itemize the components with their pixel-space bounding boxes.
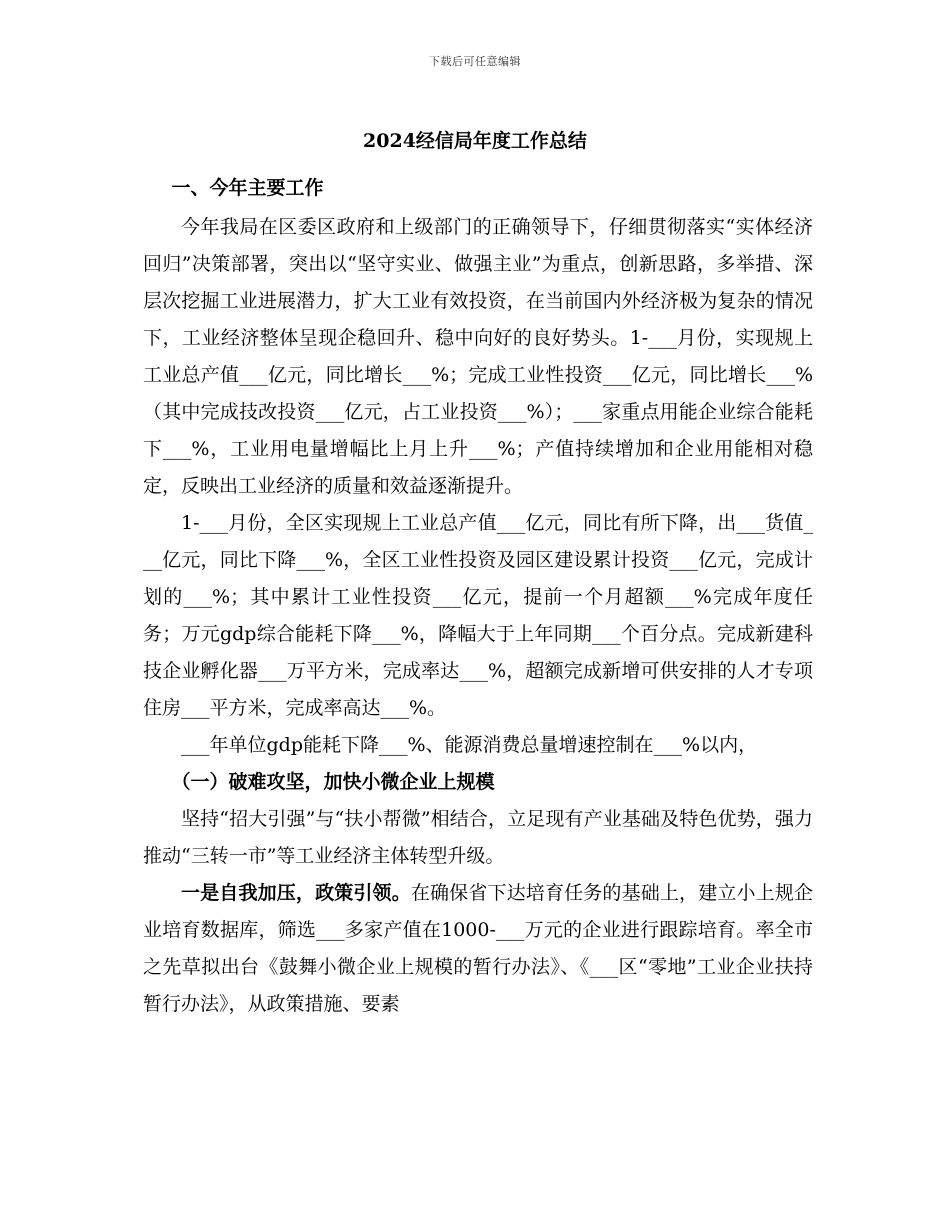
paragraph-overview: 今年我局在区委区政府和上级部门的正确领导下，仔细贯彻落实“实体经济回归”决策部署，突出以“坚守实业、做强主业”为重点，创新思路，多举措、深层次挖掘工业进展潜力，扩大工业有效投资，在当前国内外经济极为复杂的情况下，工业经济整体呈现企稳回升、稳中向好的良好势头。1-___月份，实现规上工业总产值___亿元，同比增长___%；完成工业性投资___亿元，同比增长___%（其中完成技改投资___亿元，占工业投资___%）；___家重点用能企业综合能耗下___%，工业用电量增幅比上月上升___%；产值持续增加和企业用能相对稳定，反映出工业经济的质量和效益逐渐提升。 <box>143 216 813 497</box>
paragraph-policy-body: 在确保省下达培育任务的基础上，建立小上规企业培育数据库，筛选___多家产值在1000-___万元的企业进行跟踪培育。率全市之先草拟出台《鼓舞小微企业上规模的暂行办法》、《___区“零地”工业企业扶持暂行办法》，从政策措施、要素 <box>143 882 813 1015</box>
page-header-note: 下载后可任意编辑 <box>429 55 521 68</box>
document-body <box>143 170 813 1023</box>
subsection-heading-small-enterprises: （一）破难攻坚，加快小微企业上规模 <box>171 771 495 793</box>
paragraph-policy-lead: 一是自我加压，政策引领。 <box>181 882 411 904</box>
document-title: 2024经信局年度工作总结 <box>363 130 587 152</box>
paragraph-policy <box>143 875 813 1023</box>
section-heading-main-work: 一、今年主要工作 <box>171 177 324 199</box>
paragraph-energy: ___年单位gdp能耗下降___%、能源消费总量增速控制在___%以内， <box>181 734 758 756</box>
paragraph-statistics: 1-___月份，全区实现规上工业总产值___亿元，同比有所下降，出___货值___亿元，同比下降___%，全区工业性投资及园区建设累计投资___亿元，完成计划的___%；其中累计工业性投资___亿元，提前一个月超额___%完成年度任务；万元gdp综合能耗下降___%，降幅大于上年同期___个百分点。完成新建科技企业孵化器___万平方米，完成率达___%，超额完成新增可供安排的人才专项住房___平方米，完成率高达___%。 <box>143 512 813 719</box>
paragraph-strategy: 坚持“招大引强”与“扶小帮微”相结合，立足现有产业基础及特色优势，强力推动“三转一市”等工业经济主体转型升级。 <box>143 808 813 867</box>
